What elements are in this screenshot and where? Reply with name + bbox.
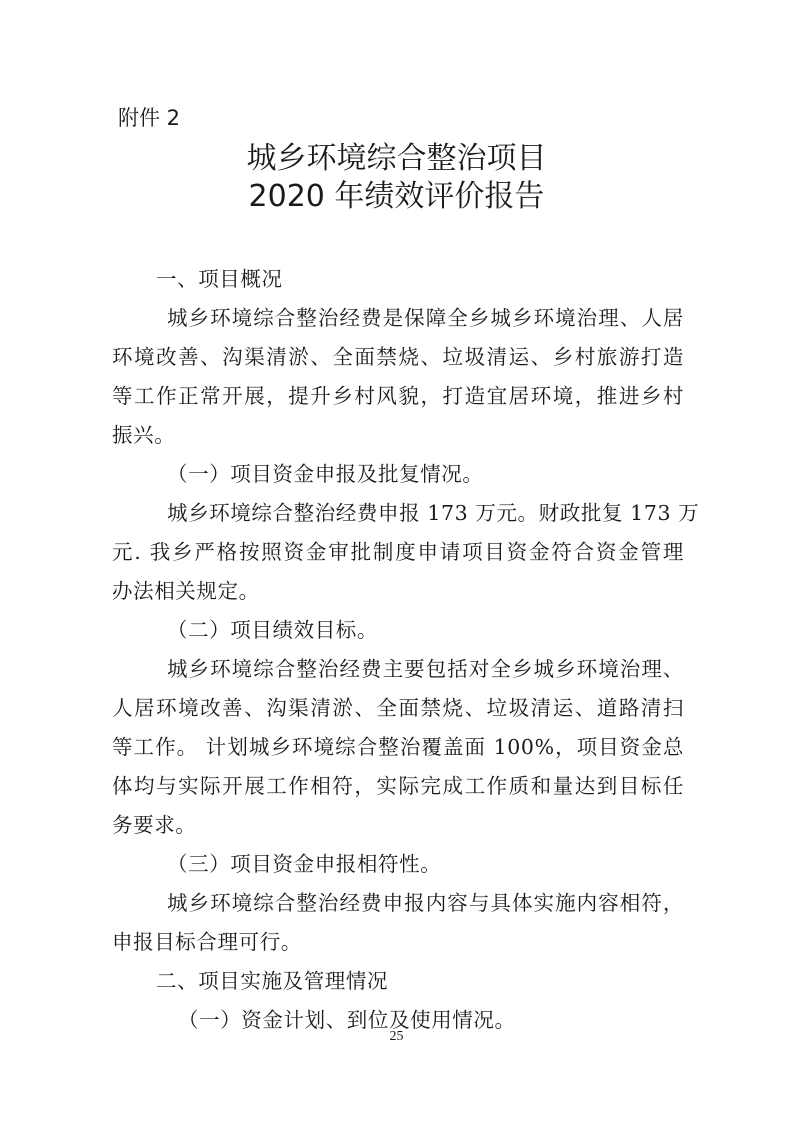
paragraph-line: 办法相关规定。 <box>112 579 260 603</box>
paragraph-line: 环境改善、沟渠清淤、全面禁烧、垃圾清运、乡村旅游打造 <box>112 345 684 369</box>
subsection-heading: （三）项目资金申报相符性。 <box>167 852 442 876</box>
paragraph-line: 振兴。 <box>112 423 176 447</box>
report-body <box>112 260 700 1040</box>
paragraph-line: 等工作正常开展，提升乡村风貌，打造宜居环境，推进乡村 <box>112 384 684 408</box>
subsection-heading: （一）项目资金申报及批复情况。 <box>167 462 484 486</box>
section-heading: 二、项目实施及管理情况 <box>156 969 389 993</box>
report-title-line-1: 城乡环境综合整治项目 <box>246 141 547 176</box>
paragraph-line: 城乡环境综合整治经费申报内容与具体实施内容相符， <box>167 891 684 915</box>
paragraph-line: 城乡环境综合整治经费申报 173 万元。财政批复 173 万 <box>167 501 700 525</box>
page-number: 25 <box>389 1029 404 1044</box>
section-heading: 一、项目概况 <box>156 267 283 291</box>
subsection-heading: （一）资金计划、到位及使用情况。 <box>178 1008 516 1032</box>
subsection-heading: （二）项目绩效目标。 <box>167 618 378 642</box>
paragraph-line: 体均与实际开展工作相符，实际完成工作质和量达到目标任 <box>112 774 684 798</box>
paragraph-line: 城乡环境综合整治经费是保障全乡城乡环境治理、人居 <box>167 306 684 330</box>
paragraph-line: 人居环境改善、沟渠清淤、全面禁烧、垃圾清运、道路清扫 <box>112 696 684 720</box>
paragraph-line: 申报目标合理可行。 <box>112 930 302 954</box>
attachment-label: 附件 2 <box>118 106 181 130</box>
paragraph-line: 等工作。 计划城乡环境综合整治覆盖面 100%，项目资金总 <box>112 735 684 759</box>
paragraph-line: 务要求。 <box>112 813 197 837</box>
paragraph-line: 城乡环境综合整治经费主要包括对全乡城乡环境治理、 <box>167 657 684 681</box>
report-title-line-2: 2020 年绩效评价报告 <box>248 179 545 214</box>
paragraph-line: 元. 我乡严格按照资金审批制度申请项目资金符合资金管理 <box>112 540 684 564</box>
